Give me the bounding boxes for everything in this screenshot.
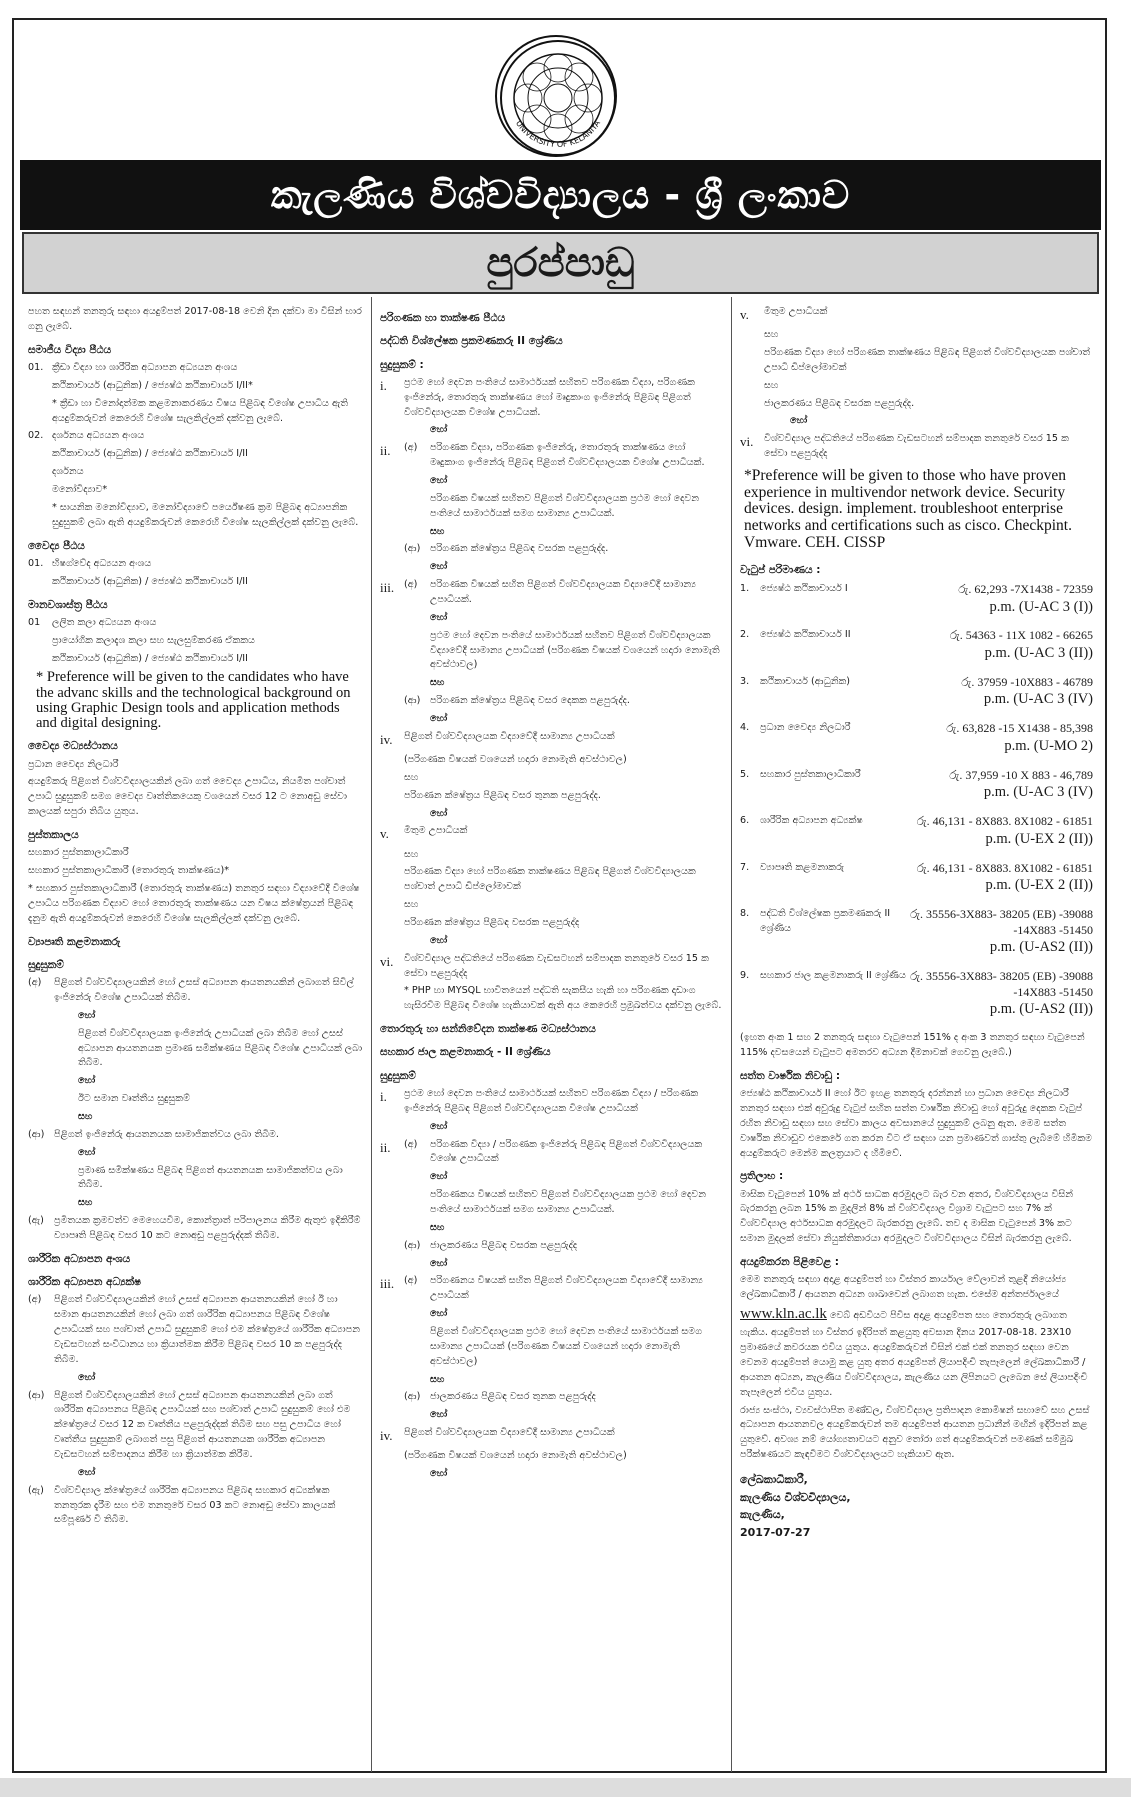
qualification-text: පරිගණක විෂයක් සහිතව පිළිගත් විශ්වවිද්‍යාලයක ප්‍රථම හෝ දෙවන පංතියේ සාමාර්ථයක් සමග සාමාන්‍ය උපාධියක්. bbox=[430, 492, 700, 519]
list-item: iii. (අ) පරිගණක විෂයක් සහිත පිළිගත් විශ්වවිද්‍යාලයක විද්‍යාවේදී සාමාන්‍ය උපාධියක්. bbox=[380, 579, 696, 605]
unit-name: ප්‍රායෝගික කලාදැශ කලා සහ සැලසුම්කරණ ඒකකය bbox=[52, 634, 255, 646]
list-item: 01. භිෂග්වේද අධ්‍යයන අංශය bbox=[28, 557, 152, 569]
connector-and: සහ bbox=[764, 329, 779, 341]
salary-row bbox=[740, 628, 1093, 662]
salary-number: 7. bbox=[740, 861, 750, 873]
qualification-text: පිළිගත් විශ්වවිද්‍යාලයක ඉංජිනේරු උපාධියක් ලබා තිබීම හෝ උසස් අධ්‍යාපන ආයතනයක ප්‍රමාණ සමීක්ෂණය පිළිබඳ විශේෂ උපාධියක් ලබා තිබීම. bbox=[78, 1027, 363, 1069]
list-item: (අ) පිළිගත් විශ්වවිද්‍යාලයකින් හෝ උසස් අධ්‍යාපන ආයතනයකින් ලබාගත් සිවිල් ඉංජිනේරු විශේෂ උපාධියක් තිබීම. bbox=[28, 977, 354, 1003]
salary-row bbox=[740, 814, 1093, 848]
connector-or: හෝ bbox=[430, 1468, 448, 1480]
preference-note: *Preference will be given to those who have proven experience in multivendor network device. Security devices. design. implement. troubleshoot enterprise networks and certifications such as cisco. Checkpint. Vmware. CEH. CISSP bbox=[744, 467, 1072, 551]
note-text: * සහකාර පුස්තකාලාධිකාරී (තොරතුරු තාක්ෂණය) තනතුර සඳහා විද්‍යාවේදී විශේෂ උපාධිය පරිගණක විද්‍යාව හෝ තොරතුරු තාක්ෂණය යන විෂය ක්ෂේත්‍රයන් පිළිබඳ දැනුම ඇති අයදුම්කරුවන් කෙරෙහි විශේෂ සැලකිල්ලක් දක්වනු ලැබේ. bbox=[28, 882, 360, 924]
faculty-heading: වෛද්‍ය පීඨය bbox=[28, 539, 85, 552]
connector-and: සහ bbox=[430, 677, 445, 689]
list-item: i. ප්‍රථම හෝ දෙවන පංතියේ සාමාර්ථයක් සහිතව පරිගණක විද්‍යා, පරිගණක ඉංජිනේරු, තොරතුරු තාක්ෂණය හෝ මෘදුකාංග ඉංජිනේරු පිළිබඳ පිළිගත් විශ්වවිද්‍යාලයක විශේෂ උපාධියක්. bbox=[380, 376, 695, 418]
connector-and: සහ bbox=[404, 771, 419, 783]
svg-text:UNIVERSITY OF KELANIYA: UNIVERSITY OF KELANIYA bbox=[513, 118, 603, 150]
connector-or: හෝ bbox=[790, 415, 808, 427]
list-item: ii. (අ) පරිගණක විද්‍යා, පරිගණක ඉංජිනේරු, තොරතුරු තාක්ෂණය හෝ මෘදුකාංග ඉංජිනේරු පිළිබඳ පිළිගත් විශ්වවිද්‍යාලයක විශේෂ උපාධියක්. bbox=[380, 442, 705, 469]
procedure-text: මෙම තනතුරු සඳහා අදාළ අයදුම්පත් හා විස්තර කාර්යාල වේලාවන් තුළදී නියෝජ්‍ය ලේඛකාධිකාරී / ආයතන අධ්‍යන ශාඛාවෙන් ලබාගත හැක. එසේම අන්තර්ජාලයේ www.kln.ac.lk වෙබ් අඩවියට පිවිස අදාළ අයදුම්පත සහ තොරතුරු ලබාගත හැකිය. අයදුම්පත් හා විස්තර ඉදිරිපත් කළයුතු අවසාන දිනය 2017-08-18. 23X10 ප්‍රමාණයේ කවරයක එවිය යුතුය. අයදුම්කරුවන් විසින් එක් එක් තනතුර සඳහා වෙන වෙනම අයදුම්පත් යොමු කළ යුතු අතර අයදුම්පත් ලියාපදිංචි තැපෑලෙන් ලේඛකාධිකාරී / ආයතන අධ්‍යන, කැලණිය විශ්වවිද්‍යාලය, කැලණිය යන ලිපිනයට ලැබෙන සේ ලියාපදිංචි තැපෑලෙන් එවිය යුතුය. bbox=[740, 1274, 1088, 1398]
benefits-text: මාසික වැටුපෙන් 10% ක් අර්ථ සාධක අරමුදලට බැර වන අතර, විශ්වවිද්‍යාලය විසින් බැරකරනු ලබන 15% ක මුදලින් 8% ක් විශ්වවිද්‍යාල විශ්‍රාම වැටුපට සහ 7% ක් විශ්වවිද්‍යාල අර්ථසාධක අරමුදලට බැරකරනු ලැබේ. තව ද මාසික වැටුපෙන් 3% කට සමාන මුදලක් සේවා නියුක්තිකාරයා අරමුදලට විශ්වවිද්‍යාලය විසින් බැරකරනු ලැබේ. bbox=[740, 1188, 1074, 1245]
qualification-text: පරිගණන ක්ෂේත්‍රය පිළිබඳ වසරක පළපුරුද්ද bbox=[404, 917, 580, 928]
leave-text: ජ්‍යෙෂ්ඨ කථිකාචාර්ය II හෝ ඊට ඉහළ තනතුරු දරන්නන් හා ප්‍රධාන වෛද්‍ය නිලධාරී තනතුර සඳහා එක් අවුරුදු වැටුප් සහිත සත්ත වාර්ෂික නිවාඩු හෝ අවුරුදු දෙකක වැටුප් රහිත නිවාඩු සඳහා සහ සේවා කාලය අවසානයේ සුදුසුකම් ලබනු ඇත. මෙම සත්ත වාර්ෂික නිවාඩුව එකෙරේ ගත කරන විට ඒ සඳහා යන ප්‍රමාණවත් ගාස්තු ලැබීමේ හිමිකම අයදුම්කරුට මෙන්ම කලත්‍රයාට ද හිමිවේ. bbox=[740, 1088, 1093, 1159]
connector-or: හෝ bbox=[430, 424, 448, 436]
post-name: කථිකාචාර්ය (ආධුනික) / ජ්‍යෙෂ්ඨ කථිකාචාර්ය I/II* bbox=[52, 379, 253, 391]
website-link[interactable]: www.kln.ac.lk bbox=[740, 1306, 827, 1323]
post-name: සහකාර පුස්තකාලාධිකාරී (තොරතුරු තාක්ෂණය)* bbox=[28, 865, 230, 877]
salary-number: 6. bbox=[740, 815, 750, 827]
salary-scale: රු. 46,131 - 8X883. 8X1082 - 61851 p.m. (U-EX 2 (II)) bbox=[910, 814, 1093, 848]
salary-number: 2. bbox=[740, 629, 750, 641]
qualifications-heading: සුදුසුකම් bbox=[28, 958, 64, 971]
salary-number: 8. bbox=[740, 908, 750, 920]
salary-row bbox=[740, 675, 1093, 709]
salary-scale: රු. 63,828 -15 X1438 - 85,398 p.m. (U-MO 2) bbox=[910, 721, 1093, 755]
procedure-text: රාජ්‍ය සංස්ථා, ව්‍යවස්ථාපිත මණ්ඩල, විශ්වවිද්‍යාල ප්‍රතිපාදන කොමිෂන් සභාවේ සහ උසස් අධ්‍යාපන ආයතනවල අයදුම්කරුවන් තම අයදුම්පත් ආයතන ප්‍රධානීන් මඟින් ඉදිරිපත් කළ යුතුවේ. අවශ්‍ය නම් යෝග්‍යතාවයට අනුව තෝරා ගත් අයදුම්කරුවන් පමණක් සම්මුඛ පරීක්ෂණයට කැඳවීමට විශ්වවිද්‍යාලයට හැකියාව ඇත. bbox=[740, 1404, 1090, 1461]
connector-or: හෝ bbox=[78, 1009, 96, 1021]
signature-block bbox=[740, 1471, 1093, 1541]
list-item: (ඇ) ප්‍රමිතයක ක්‍රමවත්ව මෙහෙයවීම, කොන්ත්‍රාත් පරිපාලනය කිරීම ඇතුළු ඉදිකිරීම් ව්‍යාපෘති පිළිබඳ වසර 10 කට නොඅඩු පළපුරුද්දක් තිබීම. bbox=[28, 1215, 361, 1241]
connector-and: සහ bbox=[430, 1373, 445, 1385]
salary-code: p.m. (U-AS2 (II)) bbox=[989, 939, 1093, 956]
intro-text: පහත සඳහන් තනතුරු සඳහා අයදුම්පත් 2017-08-18 වෙනි දින දක්වා මා විසින් භාර ගනු ලැබේ. bbox=[28, 306, 362, 332]
qualification-text: පරිගණන ක්ෂේත්‍රය පිළිබඳ වසර තුනක පළපුරුද්ද. bbox=[404, 789, 601, 801]
qualification-text: ඊට සමාන වෘත්තීය සුදුසුකම් bbox=[78, 1093, 190, 1105]
connector-and: සහ bbox=[404, 899, 419, 911]
salary-post: ජ්‍යෙෂ්ඨ කථිකාචාර්ය II bbox=[760, 629, 851, 641]
salary-scale: රු. 54363 - 11X 1082 - 66265 p.m. (U-AC 3 (II)) bbox=[910, 628, 1093, 662]
section-heading: පුස්තකාලය bbox=[28, 828, 79, 841]
connector-or: හෝ bbox=[78, 1146, 96, 1158]
list-item: i. ප්‍රථම හෝ දෙවන පංතියේ සාමාර්ථයක් සහිතව පරිගණක විද්‍යා / පරිගණක ඉංජිනේරු පිළිබඳ පිළිගත් විශ්වවිද්‍යාලයක විශේෂ උපාධියක් bbox=[380, 1087, 699, 1114]
qualifications-heading: සුදුසුකම් bbox=[380, 1069, 416, 1082]
salary-code: p.m. (U-AC 3 (II)) bbox=[984, 644, 1093, 661]
connector-or: හෝ bbox=[430, 712, 448, 724]
connector-or: හෝ bbox=[430, 611, 448, 623]
connector-or: හෝ bbox=[78, 1371, 96, 1383]
list-item: (ඇ) විශ්වවිද්‍යාල ක්ෂේත්‍රයේ ශාරීරික අධ්‍යාපනය පිළිබඳ සහකාර අධ්‍යක්ෂක තනතුරක දැරීම සහ එම තනතුරේ වසර 03 කට නොඅඩු සේවා කාලයක් සම්පූර්ණ වී තිබීම. bbox=[28, 1484, 336, 1526]
qualification-text: අයදුම්කරු පිළිගත් විශ්වවිද්‍යාලයකින් ලබා ගත් වෛද්‍ය උපාධිය, නියමිත පශ්චාත් උපාධි සුදුසුකම් සමග වෛද්‍ය වෘත්තිකයෙකු වශයෙන් වසර 12 ට නොඅඩු සේවා කාලයක් සපුරා තිබිය යුතුය. bbox=[28, 776, 347, 818]
list-item: iv. පිළිගත් විශ්වවිද්‍යාලයක විද්‍යාවේදී සාමාන්‍ය උපාධියක් bbox=[380, 1427, 615, 1444]
post-heading: ශාරීරික අධ්‍යාපන අධ්‍යක්ෂ bbox=[28, 1276, 142, 1289]
qualification-text: පිළිගත් විශ්වවිද්‍යාලයක ප්‍රථම හෝ දෙවන පංතියේ සාමාර්ථයක් සමග සාමාන්‍ය උපාධියක් (පරිගණක විෂයක් වශයෙන් හදාරා නොමැති අවස්ථාවල) bbox=[430, 1325, 703, 1367]
faculty-heading: සමාජීය විද්‍යා පීඨය bbox=[28, 343, 112, 356]
qualification-text: පරිගණක විද්‍යා හෝ පරිගණක තාක්ෂණය පිළිබඳ පිළිගත් විශ්වවිද්‍යාලයක පශ්චාත් උපාධි ඩිප්ලෝමාවක් bbox=[764, 347, 1091, 373]
university-banner bbox=[20, 160, 1101, 230]
bottom-strip bbox=[0, 1778, 1131, 1797]
preference-note: * Preference will be given to the candidates who have the advanc skills and the technological background on using Graphic Design tools and application methods and digital designing. bbox=[36, 669, 351, 732]
salary-code: p.m. (U-AS2 (II)) bbox=[989, 1001, 1093, 1018]
column-right bbox=[732, 297, 1101, 1772]
connector-and: සහ bbox=[78, 1197, 93, 1209]
list-item: ii. (අ) පරිගණක විද්‍යා / පරිගණක ඉංජිනේරු පිළිබඳ පිළිගත් විශ්වවිද්‍යාලයක විශේෂ උපාධියක් bbox=[380, 1138, 703, 1165]
column-middle bbox=[372, 297, 732, 1772]
faculty-heading: මානවශාස්ත්‍ර පීඨය bbox=[28, 598, 108, 611]
qualification-text: පරිගණක විද්‍යා හෝ පරිගණක තාක්ෂණය පිළිබඳ පිළිගත් විශ්වවිද්‍යාලයක පශ්චාත් උපාධි ඩිප්ලෝමාවක් bbox=[404, 866, 696, 893]
list-item: v. මිතුම උපාධියක් bbox=[740, 306, 828, 322]
connector-or: හෝ bbox=[430, 1257, 448, 1269]
center-heading: තොරතුරු හා සන්නිවේදන තාක්ෂණ මධ්‍යස්ථානය bbox=[380, 1023, 596, 1036]
salary-post: ප්‍රධාන වෛද්‍ය නිලධාරී bbox=[760, 722, 851, 734]
vacancies-title: පුරප්පාඩු bbox=[486, 240, 635, 286]
qualification-text: ජාලකරණය පිළිබඳ වසරක පළපුරුද්ද. bbox=[764, 397, 915, 409]
faculty-heading: පරිගණක හා තාක්ෂණ පීඨය bbox=[380, 312, 506, 324]
note-text: * ක්‍රීඩා හා විනෝදාත්මක කළමනාකරණය විෂය පිළිබඳ විශේෂ උපාධිය ඇති අයදුම්කරුවන් කෙරෙහි විශේෂ සැලකිල්ලක් දක්වනු ලැබේ. bbox=[52, 397, 349, 424]
list-item: (ආ) පරිගණන ක්ෂේත්‍රය පිළිබඳ වසර දෙකක පළපුරුද්ද. bbox=[404, 695, 630, 707]
salary-number: 3. bbox=[740, 675, 750, 687]
salary-row bbox=[740, 861, 1093, 895]
salary-note: (ඉහත අංක 1 සහ 2 තනතුරු සඳහා වැටුපෙන් 151% ද අංක 3 තනතුර සඳහා වැටුපෙන් 115% දවසයෙන් වැටුපට අමතරව අධ්‍යන දීමනාවක් ගෙවනු ලැබේ.) bbox=[740, 1032, 1085, 1058]
salary-post: සහකාර පුස්තකාලාධිකාරී bbox=[760, 768, 861, 780]
salary-number: 4. bbox=[740, 722, 750, 734]
salary-row bbox=[740, 721, 1093, 755]
salary-scale: රු. 37959 -10X883 - 46789 p.m. (U-AC 3 (IV) bbox=[910, 675, 1093, 709]
salary-post: ජ්‍යෙෂ්ඨ කථිකාචාර්ය I bbox=[760, 582, 848, 594]
list-item: (ආ) ජාලකරණය පිළිබඳ වසරක පළපුරුද්ද bbox=[404, 1239, 578, 1251]
post-name: කථිකාචාර්ය (ආධුනික) / ජ්‍යෙෂ්ඨ කථිකාචාර්ය I/II bbox=[52, 575, 248, 587]
department-heading: ශාරීරික අධ්‍යාපන අංශය bbox=[28, 1252, 131, 1265]
connector-and: සහ bbox=[404, 848, 419, 860]
salary-post: පද්ධති විශ්ලේෂක ප්‍රකමණකරු II ශ්‍රේණිය bbox=[760, 908, 891, 934]
salary-number: 1. bbox=[740, 582, 750, 594]
list-item: iv. පිළිගත් විශ්වවිද්‍යාලයක විද්‍යාවේදී සාමාන්‍ය උපාධියක් bbox=[380, 730, 615, 747]
list-item: (අ) පිළිගත් විශ්වවිද්‍යාලයකින් හෝ උසස් අධ්‍යාපන ආයතනයකින් හෝ ඊ හා සමාන ආයතනයකින් හෝ ලබා ගත් ශාරීරික අධ්‍යාපනය පිළිබඳ විශේෂ උපාධියක් සහ පශ්චාත් උපාධි සුදුසුකම් හෝ එම ක්ෂේත්‍රයේ ශාරීරික අධ්‍යාපන වැඩසටහන් සංවිධානය හා ක්‍රියාත්මක කිරීම පිළිබඳ වසර 10 ක පළපුරුද්ද තිබීම. bbox=[28, 1294, 360, 1365]
signatory-org: කැලණිය විශ්වවිද්‍යාලය, bbox=[740, 1490, 851, 1504]
connector-or: හෝ bbox=[430, 1171, 448, 1183]
connector-and: සහ bbox=[78, 1110, 93, 1122]
connector-or: හෝ bbox=[430, 934, 448, 946]
salary-code: p.m. (U-AC 3 (I)) bbox=[989, 598, 1093, 615]
note-text: * PHP හා MYSQL භාවිතයෙන් පද්ධති සැකසීය හැකි හා පරිගණක දෘඩාංග හැසිරවීම පිළිබඳ විශේෂ හැකියාවක් ඇති අය කෙරෙහි ප්‍රමුඛත්වය දක්වනු ලැබේ. bbox=[404, 985, 722, 1012]
signature-date: 2017-07-27 bbox=[740, 1525, 811, 1539]
qualifications-heading: සුදුසුකම් : bbox=[380, 358, 424, 371]
salary-scale: රු. 62,293 -7X1438 - 72359 p.m. (U-AC 3 (I)) bbox=[910, 582, 1093, 616]
list-item: (ආ) පිළිගත් විශ්වවිද්‍යාලයකින් හෝ උසස් අධ්‍යාපන ආයතනයකින් ලබා ගත් ශාරීරික අධ්‍යාපනය පිළිබඳ උපාධියක් සහ පශ්චාත් උපාධි සුදුසුකම් හෝ එම ක්ෂේත්‍රයේ වසර 12 ක වෘත්තීය පළපුරුද්දක් තිබීම සහ පසු උපාධිය හෝ වෘත්තීය සුදුසුකම් ලබාගත් පසු පිළිගත් ආයතනයක ශාරීරික අධ්‍යාපන වැඩසටහන් සම්පාදනය කිරීම හා ක්‍රියාත්මක කිරීම. bbox=[28, 1389, 351, 1460]
qualification-text: (පරිගණක විෂයක් වශයෙන් හදාරා නොමැති අවස්ථාවල) bbox=[404, 753, 627, 765]
list-item: vi. විශ්වවිද්‍යාල පද්ධතියේ පරිගණක වැඩසටහන් සම්පාදක තනතුරේ වසර 15 ක සේවා පළපුරුද්ද bbox=[380, 952, 709, 979]
connector-or: හෝ bbox=[430, 561, 448, 573]
content-columns bbox=[20, 297, 1101, 1772]
list-item: v. මිතුම උපාධියක් bbox=[380, 825, 468, 842]
post-name: සහකාර පුස්තකාලාධිකාරී bbox=[28, 847, 129, 859]
university-seal bbox=[495, 35, 617, 157]
list-item: (ආ) පිළිගත් ඉංජිනේරු ආයතනයක සාමාජිකත්වය ලබා තිබීම. bbox=[28, 1128, 279, 1140]
salary-scale: රු. 37,959 -10 X 883 - 46,789 p.m. (U-AC 3 (IV) bbox=[910, 768, 1093, 802]
connector-or: හෝ bbox=[430, 474, 448, 486]
salary-scale: රු. 35556-3X883- 38205 (EB) -39088 -14X883 -51450 p.m. (U-AS2 (II)) bbox=[910, 969, 1094, 1018]
note-text: * සායනික මනෝවිද්‍යාව, මනෝවිද්‍යාවේ පර්යේෂණ ක්‍රම පිළිබඳ අධ්‍යාපනික සුදුසුකම් ලබා ඇති අයදුම්කරුවන් කෙරෙහි විශේෂ සැලකිල්ලක් දක්වනු ලැබේ. bbox=[52, 501, 359, 528]
salary-row bbox=[740, 768, 1093, 802]
post-heading: සහකාර ජාල කළමනාකරු - II ශ්‍රේණිය bbox=[380, 1046, 551, 1059]
salary-row bbox=[740, 582, 1093, 616]
connector-and: සහ bbox=[764, 379, 779, 391]
seal-emblem-icon bbox=[497, 37, 619, 159]
signatory-title: ලේඛකාධිකාරී, bbox=[740, 1473, 808, 1487]
connector-or: හෝ bbox=[430, 1308, 448, 1320]
benefits-heading: ප්‍රතිලාභ : bbox=[740, 1170, 784, 1183]
qualification-text: ප්‍රථම හෝ දෙවන පංතියේ සාමාර්ථයක් සහිතව පිළිගත් විශ්වවිද්‍යාලයක විද්‍යාවේදී සාමාන්‍ය උපාධියක් (පරිගණක විෂයක් වශයෙන් හදාරා නොමැති අවස්ථාවල) bbox=[430, 629, 720, 671]
salary-code: p.m. (U-EX 2 (II)) bbox=[985, 830, 1093, 847]
list-item: 01. ක්‍රීඩා විද්‍යා හා ශාරීරික අධ්‍යාපන අධ්‍යයන අංශය bbox=[28, 361, 238, 373]
connector-or: හෝ bbox=[78, 1075, 96, 1087]
salary-post: සහකාර ජාල කළමනාකරු II ශ්‍රේණිය bbox=[760, 970, 906, 982]
list-item: 01 ලලිත කලා අධ්‍යයන අංශය bbox=[28, 616, 157, 628]
salary-code: p.m. (U-EX 2 (II)) bbox=[985, 877, 1093, 894]
leave-heading: සත්ත වාර්ෂික නිවාඩු : bbox=[740, 1069, 841, 1082]
column-left bbox=[20, 297, 372, 1772]
list-item: vi. විශ්වවිද්‍යාල පද්ධතියේ පරිගණක වැඩසටහන් සම්පාදක තනතුරේ වසර 15 ක සේවා පළපුරුද්ද bbox=[740, 433, 1069, 460]
connector-or: හෝ bbox=[78, 1466, 96, 1478]
connector-or: හෝ bbox=[430, 807, 448, 819]
subject-name: මනෝවිද්‍යාව* bbox=[52, 484, 108, 495]
connector-and: සහ bbox=[430, 1221, 445, 1233]
list-item: (ආ) පරිගණන ක්ෂේත්‍රය පිළිබඳ වසරක පළපුරුද්ද. bbox=[404, 543, 609, 555]
section-heading: වෛද්‍ය මධ්‍යස්ථානය bbox=[28, 740, 118, 753]
salary-row bbox=[740, 907, 1093, 957]
post-heading: පද්ධති විශ්ලේෂක ප්‍රකමණකරු II ශ්‍රේණිය bbox=[380, 335, 563, 348]
salary-code: p.m. (U-AC 3 (IV) bbox=[983, 691, 1093, 708]
list-item: 02. දර්ශනය අධ්‍යයන අංශය bbox=[28, 430, 145, 442]
salary-code: p.m. (U-AC 3 (IV) bbox=[983, 784, 1093, 801]
salary-scale: රු. 35556-3X883- 38205 (EB) -39088 -14X883 -51450 p.m. (U-AS2 (II)) bbox=[910, 907, 1094, 956]
salary-post: ව්‍යාපෘති කළමනාකරු bbox=[760, 861, 845, 873]
banner-title: කැලණිය විශ්වවිද්‍යාලය - ශ්‍රී ලංකාව bbox=[270, 172, 851, 217]
salary-heading: වැටුප් පරිමාණය : bbox=[740, 563, 821, 576]
post-name: ප්‍රධාන වෛද්‍ය නිලධාරී bbox=[28, 758, 119, 770]
connector-or: හෝ bbox=[430, 1120, 448, 1132]
vacancies-banner bbox=[22, 232, 1099, 294]
subject-name: දර්ශනය bbox=[52, 466, 84, 478]
salary-number: 9. bbox=[740, 970, 750, 982]
post-name: කථිකාචාර්ය (ආධුනික) / ජ්‍යෙෂ්ඨ කථිකාචාර්ය I/II bbox=[52, 652, 248, 664]
list-item: iii. (අ) පරිගණනය විෂයක් සහිත පිළිගත් විශ්වවිද්‍යාලයක විද්‍යාවේදී සාමාන්‍ය උපාධියක් bbox=[380, 1275, 703, 1302]
signatory-place: කැලණිය, bbox=[740, 1508, 785, 1522]
qualification-text: පරිගණකය විෂයක් සහිතව පිළිගත් විශ්වවිද්‍යාලයක ප්‍රථම හෝ දෙවන පංතියේ සාමාර්ථයක් සමග සාමාන්‍ය උපාධියක්. bbox=[430, 1189, 706, 1215]
procedure-heading: අයදුම්කරන පිළිවෙළ : bbox=[740, 1256, 839, 1269]
qualification-text: ප්‍රමාණ සමීක්ෂණය පිළිබඳ පිළිගත් ආයතනයක සාමාජිකත්වය ලබා තිබීම. bbox=[78, 1164, 343, 1191]
connector-or: හෝ bbox=[430, 1409, 448, 1421]
post-name: කථිකාචාර්ය (ආධුනික) / ජ්‍යෙෂ්ඨ කථිකාචාර්ය I/II bbox=[52, 448, 248, 460]
salary-code: p.m. (U-MO 2) bbox=[1004, 737, 1093, 754]
salary-list bbox=[740, 582, 1093, 1019]
salary-row bbox=[740, 969, 1093, 1019]
post-heading: ව්‍යාපෘති කළමනාකරු bbox=[28, 935, 121, 948]
salary-post: ශාරීරික අධ්‍යාපන අධ්‍යක්ෂ bbox=[760, 815, 863, 827]
list-item: (ආ) ජාලකරණය පිළිබඳ වසර තුනක පළපුරුද්ද bbox=[404, 1391, 596, 1403]
qualification-text: (පරිගණක විෂයක් වශයෙන් හදාරා නොමැති අවස්ථාවල) bbox=[404, 1450, 627, 1462]
salary-number: 5. bbox=[740, 768, 750, 780]
salary-post: කථිකාචාර්ය (ආධුනික) bbox=[760, 675, 851, 687]
salary-scale: රු. 46,131 - 8X883. 8X1082 - 61851 p.m. (U-EX 2 (II)) bbox=[910, 861, 1093, 895]
connector-and: සහ bbox=[430, 525, 445, 537]
